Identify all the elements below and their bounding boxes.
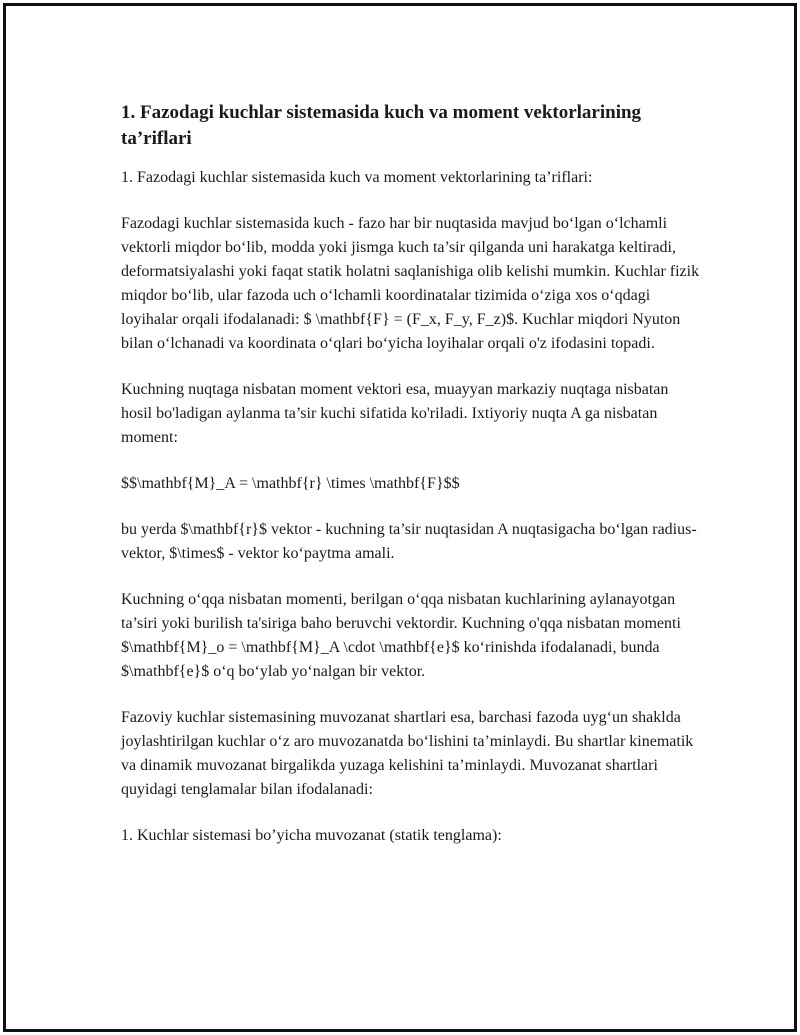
- page-frame: [3, 3, 797, 1032]
- document-body: [121, 100, 704, 870]
- moment-formula: $$\mathbf{M}_A = \mathbf{r} \times \mathbf{F}$$: [121, 475, 460, 492]
- document-heading: 1. Fazodagi kuchlar sistemasida kuch va moment vektorlarining ta’riflari: [121, 102, 642, 149]
- axis-moment-paragraph: Kuchning o‘qqa nisbatan momenti, berilgan o‘qqa nisbatan kuchlarining aylanayotgan ta’siri yoki burilish ta'siriga baho beruvchi vektordir. Kuchning o'qqa nisbatan momenti $\mathbf{M}_o = \mathbf{M}_A \cdot \mathbf{e}$ ko‘rinishda ifodalanadi, bunda $\mathbf{e}$ o‘q bo‘ylab yo‘nalgan bir vektor.: [121, 591, 685, 680]
- moment-definition-paragraph: Kuchning nuqtaga nisbatan moment vektori esa, muayyan markaziy nuqtaga nisbatan hosil bo'ladigan aylanma ta’sir kuchi sifatida ko'riladi. Ixtiyoriy nuqta A ga nisbatan moment:: [121, 381, 673, 446]
- list-item-equilibrium: 1. Kuchlar sistemasi bo’yicha muvozanat (statik tenglama):: [121, 827, 502, 844]
- equilibrium-paragraph: Fazoviy kuchlar sistemasining muvozanat shartlari esa, barchasi fazoda uyg‘un shaklda joylashtirilgan kuchlar o‘z aro muvozanatda bo‘lishini ta’minlaydi. Bu shartlar kinematik va dinamik muvozanat birgalikda yuzaga kelishini ta’minlaydi. Muvozanat shartlari quyidagi tenglamalar bilan ifodalanadi:: [121, 709, 698, 798]
- formula-explanation-paragraph: bu yerda $\mathbf{r}$ vektor - kuchning ta’sir nuqtasidan A nuqtasigacha bo‘lgan radius-vektor, $\times$ - vektor ko‘paytma amali.: [121, 521, 697, 562]
- intro-line: 1. Fazodagi kuchlar sistemasida kuch va moment vektorlarining ta’riflari:: [121, 169, 593, 186]
- force-definition-paragraph: Fazodagi kuchlar sistemasida kuch - fazo har bir nuqtasida mavjud bo‘lgan o‘lchamli vektorli miqdor bo‘lib, modda yoki jismga kuch ta’sir qilganda uni harakatga keltiradi, deformatsiyalashi yoki faqat statik holatni saqlanishiga olib kelishi mumkin. Kuchlar fizik miqdor bo‘lib, ular fazoda uch o‘lchamli koordinatalar tizimida o‘ziga xos o‘qdagi loyihalar orqali ifodalanadi: $ \mathbf{F} = (F_x, F_y, F_z)$. Kuchlar miqdori Nyuton bilan o‘lchanadi va koordinata o‘qlari bo‘yicha loyihalar orqali o'z ifodasini topadi.: [121, 215, 704, 352]
